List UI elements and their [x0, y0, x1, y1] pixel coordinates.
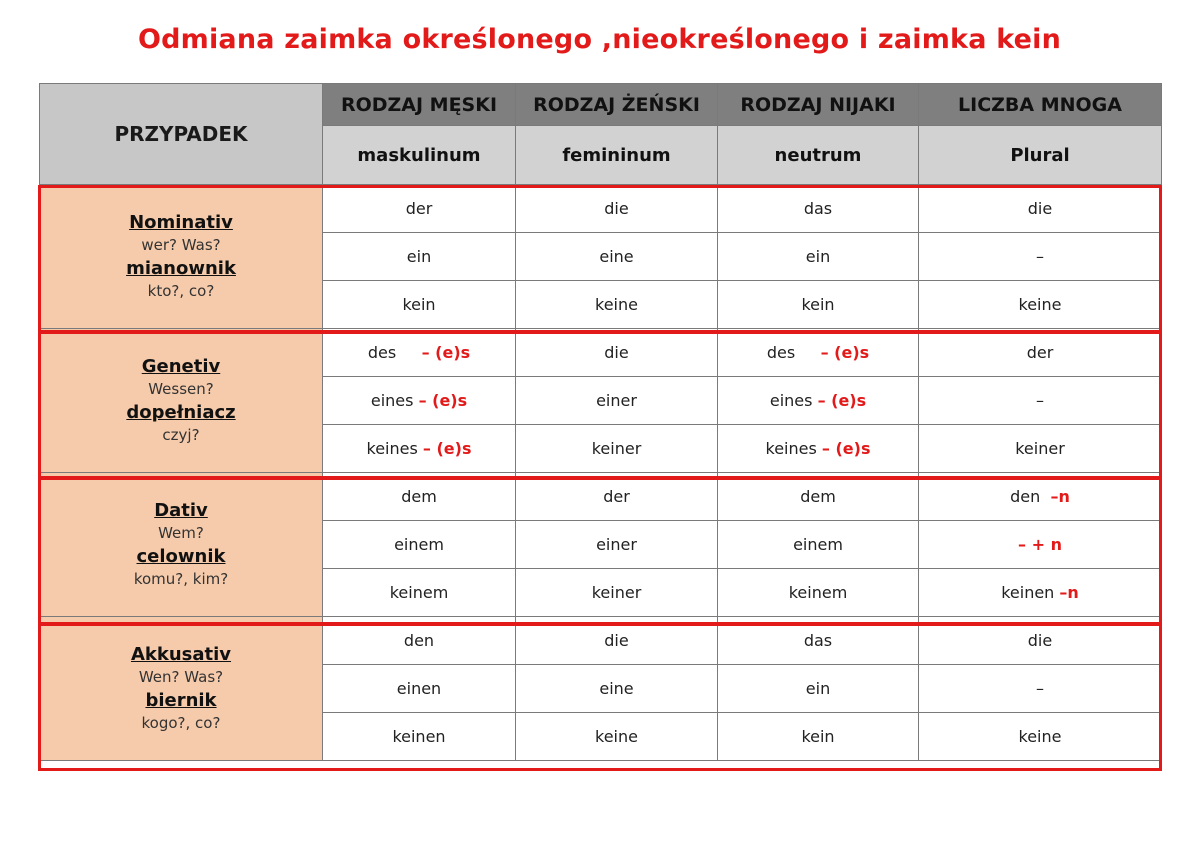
case-question: wer? Was? [141, 235, 221, 254]
table-row [40, 185, 1162, 233]
subheader-neuter: neutrum [718, 126, 919, 185]
cell-form: des [766, 343, 821, 362]
table-row [40, 329, 1162, 377]
cell-form: keines [366, 439, 423, 458]
cell-ending: – (e)s [421, 343, 471, 362]
table-cell [516, 473, 718, 521]
cell-form: – [1036, 247, 1044, 266]
cell-form: eines [370, 391, 419, 410]
declension-table [39, 83, 1162, 761]
table-cell [919, 521, 1162, 569]
table-cell [516, 617, 718, 665]
table-cell [919, 233, 1162, 281]
cell-form: keiner [1015, 439, 1065, 458]
header-neuter: RODZAJ NIJAKI [718, 84, 919, 126]
header-plural: LICZBA MNOGA [919, 84, 1162, 126]
case-cell-dativ [40, 473, 323, 617]
table-cell [919, 617, 1162, 665]
case-polish-name: biernik [145, 689, 217, 711]
cell-form: keinen [1001, 583, 1060, 602]
table-cell [516, 329, 718, 377]
case-polish-question: czyj? [162, 425, 200, 444]
cell-form: die [604, 343, 629, 362]
cell-form: – [1036, 391, 1044, 410]
case-polish-name: dopełniacz [126, 401, 236, 423]
cell-form: dem [800, 487, 836, 506]
subheader-plural: Plural [919, 126, 1162, 185]
cell-form: die [1027, 631, 1053, 650]
cell-form: eine [599, 679, 634, 698]
table-cell [323, 713, 516, 761]
cell-form: keinem [788, 583, 848, 602]
cell-form: kein [801, 727, 835, 746]
table-cell [718, 713, 919, 761]
cell-form: keine [1018, 727, 1062, 746]
table-cell [323, 473, 516, 521]
case-polish-name: celownik [136, 545, 226, 567]
cell-form: der [1026, 343, 1054, 362]
case-cell-akkusativ [40, 617, 323, 761]
cell-form: einen [396, 679, 442, 698]
cell-form: eines [769, 391, 818, 410]
cell-form: keiner [591, 583, 642, 602]
cell-form: die [604, 199, 629, 218]
cell-form: kein [402, 295, 436, 314]
table-row [40, 617, 1162, 665]
subheader-masculine: maskulinum [323, 126, 516, 185]
cell-form: keine [1018, 295, 1062, 314]
cell-ending: – (e)s [821, 439, 871, 458]
table-cell [718, 425, 919, 473]
case-question: Wessen? [148, 379, 214, 398]
case-name: Genetiv [141, 355, 221, 377]
table-cell [323, 281, 516, 329]
table-cell [919, 329, 1162, 377]
table-cell [919, 665, 1162, 713]
table-cell [919, 377, 1162, 425]
table-cell [323, 185, 516, 233]
case-polish-name: mianownik [126, 257, 236, 279]
cell-form: das [803, 631, 833, 650]
subheader-feminine: femininum [516, 126, 718, 185]
table-cell [323, 329, 516, 377]
cell-ending: – (e)s [422, 439, 472, 458]
cell-form: der [603, 487, 630, 506]
table-cell [323, 377, 516, 425]
table-cell [516, 281, 718, 329]
table-cell [718, 233, 919, 281]
cell-form: keine [595, 295, 638, 314]
table-cell [919, 713, 1162, 761]
cell-form: keinem [389, 583, 449, 602]
case-cell-nominativ [40, 185, 323, 329]
table-cell [516, 713, 718, 761]
cell-ending: – + n [1018, 535, 1062, 554]
case-name: Akkusativ [130, 643, 232, 665]
cell-form: ein [805, 247, 831, 266]
cell-form: den [1010, 487, 1051, 506]
cell-ending: – (e)s [817, 391, 867, 410]
cell-form: keines [765, 439, 822, 458]
table-row [40, 473, 1162, 521]
table-cell [718, 329, 919, 377]
case-polish-question: kogo?, co? [141, 713, 221, 732]
cell-ending: – (e)s [418, 391, 468, 410]
case-polish-question: komu?, kim? [133, 569, 229, 588]
case-name: Dativ [154, 499, 208, 521]
cell-form: einer [596, 391, 637, 410]
cell-form: kein [801, 295, 835, 314]
table-cell [516, 569, 718, 617]
cell-form: ein [406, 247, 432, 266]
table-cell [516, 665, 718, 713]
cell-form: einer [596, 535, 637, 554]
table-cell [323, 233, 516, 281]
cell-ending: – (e)s [820, 343, 870, 362]
cell-ending: –n [1059, 583, 1079, 602]
table-cell [323, 425, 516, 473]
cell-form: einem [394, 535, 444, 554]
table-cell [919, 425, 1162, 473]
cell-form: – [1036, 679, 1044, 698]
table-cell [718, 665, 919, 713]
cell-form: der [405, 199, 433, 218]
page-title: Odmiana zaimka określonego ,nieokreślonego i zaimka kein [137, 24, 1062, 55]
table-cell [323, 617, 516, 665]
case-polish-question: kto?, co? [147, 281, 215, 300]
cell-form: keiner [591, 439, 642, 458]
table-cell [919, 569, 1162, 617]
cell-form: ein [805, 679, 831, 698]
table-cell [919, 281, 1162, 329]
cell-form: einem [793, 535, 843, 554]
table-cell [323, 569, 516, 617]
case-name: Nominativ [129, 211, 233, 233]
table-cell [718, 569, 919, 617]
cell-form: dem [401, 487, 437, 506]
table-cell [718, 185, 919, 233]
table-cell [516, 425, 718, 473]
table-cell [718, 617, 919, 665]
table-cell [718, 521, 919, 569]
cell-form: den [403, 631, 435, 650]
cell-form: keinen [392, 727, 446, 746]
table-cell [516, 233, 718, 281]
cell-form: das [803, 199, 833, 218]
cell-form: eine [599, 247, 634, 266]
table-cell [718, 281, 919, 329]
table-cell [323, 521, 516, 569]
cell-form: die [1027, 199, 1053, 218]
case-question: Wem? [158, 523, 204, 542]
table-cell [516, 377, 718, 425]
table-cell [718, 473, 919, 521]
cell-form: des [367, 343, 422, 362]
cell-ending: –n [1050, 487, 1070, 506]
table-cell [516, 521, 718, 569]
table-cell [718, 377, 919, 425]
header-feminine: RODZAJ ŻEŃSKI [516, 84, 718, 126]
case-cell-genetiv [40, 329, 323, 473]
header-masculine: RODZAJ MĘSKI [323, 84, 516, 126]
table-cell [919, 185, 1162, 233]
table-cell [516, 185, 718, 233]
case-question: Wen? Was? [138, 667, 224, 686]
cell-form: die [604, 631, 629, 650]
table-cell [323, 665, 516, 713]
header-case: PRZYPADEK [40, 84, 323, 185]
cell-form: keine [595, 727, 638, 746]
table-cell [919, 473, 1162, 521]
